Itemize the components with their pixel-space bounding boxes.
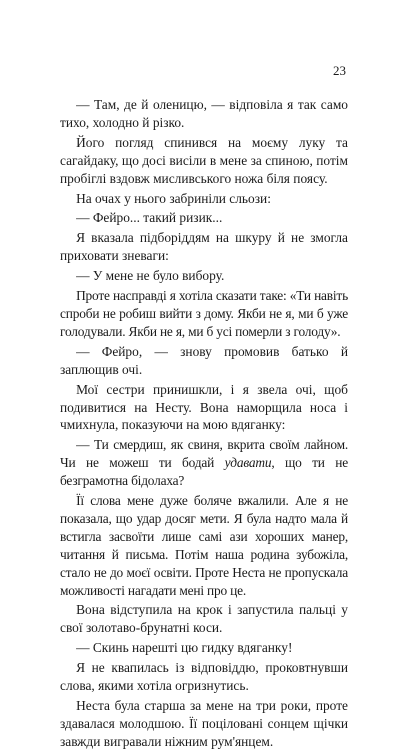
paragraph: Я не квапилась із відповіддю, проковтнувши слова, якими хотіла огризнутись. bbox=[60, 660, 348, 694]
paragraph: Мої сестри принишкли, і я звела очі, щоб подивитися на Несту. Вона наморщила носа і чмихнула, показуючи на мою вдяганку: bbox=[60, 381, 348, 433]
paragraph: Вона відступила на крок і запустила пальці у свої золотаво-брунатні коси. bbox=[60, 602, 348, 636]
paragraph: — Фейро... такий ризик... bbox=[76, 210, 223, 226]
paragraph: — Скинь нарешті цю гидку вдяганку! bbox=[76, 640, 293, 656]
paragraph: — У мене не було вибору. bbox=[76, 268, 225, 284]
page-number: 23 bbox=[333, 63, 346, 78]
paragraph: — Фейро, — знову промовив батько й заплющив очі. bbox=[60, 343, 348, 377]
paragraph: Проте насправді я хотіла сказати таке: «Ти навіть спроби не робиш вийти з дому. Якби не я, ми б уже голодували. Якби не я, ми б усі померли з голоду». bbox=[60, 288, 348, 339]
emphasized-word: удавати bbox=[224, 455, 272, 471]
paragraph: — Ти смердиш, як свиня, вкрита своїм лайном. Чи не можеш ти бодай удавати, що ти не безграмотна бідолаха? bbox=[60, 437, 348, 489]
paragraph: Її слова мене дуже боляче вжалили. Але я не показала, що удар досяг мети. Я була надто мала й встигла засвоїти лише самі ази хороших манер, читання й письма. Потім наша родина зубожіла, стало не до моєї освіти. Проте Неста не пропускала можливості нагадати мені про це. bbox=[60, 493, 348, 598]
paragraph: Неста була старша за мене на три роки, проте здавалася молодшою. Її поціловані сонцем щічки завжди вигравали ніжним рум'янцем. bbox=[60, 698, 348, 749]
paragraph: На очах у нього забриніли сльози: bbox=[76, 190, 271, 206]
paragraph: Його погляд спинився на моєму луку та сагайдаку, що досі висіли в мене за спиною, потім пробіглі вздовж мисливського ножа біля поясу. bbox=[60, 134, 348, 186]
body-text bbox=[60, 96, 348, 753]
paragraph: — Там, де й оленицю, — відповіла я так само тихо, холодно й різко. bbox=[60, 97, 348, 130]
paragraph: Я вказала підборіддям на шкуру й не змогла приховати зневаги: bbox=[60, 230, 348, 264]
